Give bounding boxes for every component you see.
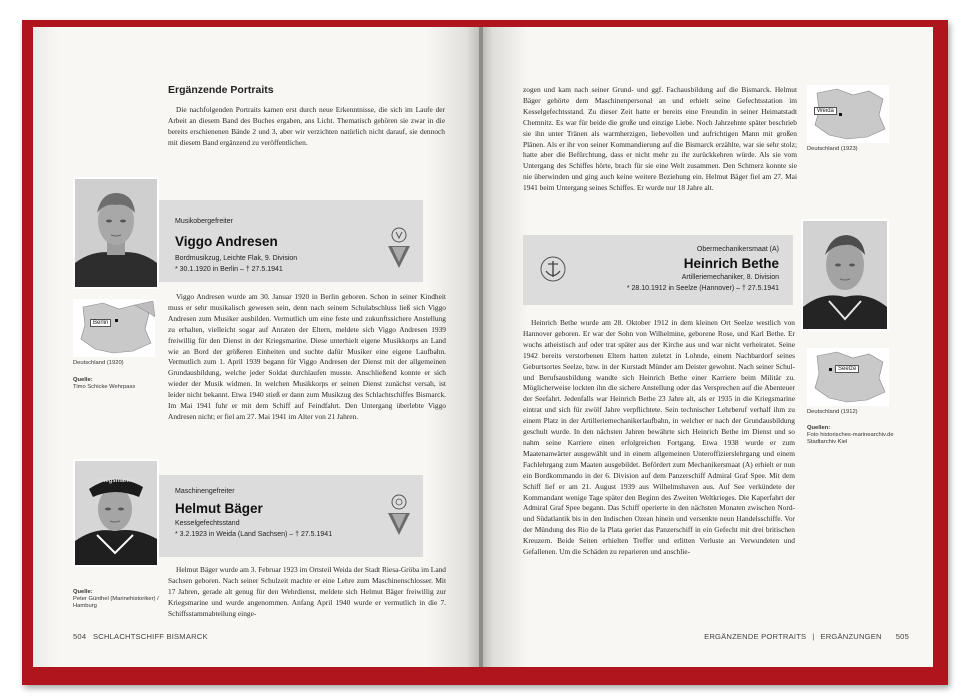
person-name: Viggo Andresen [175, 234, 278, 249]
map-caption: Deutschland (1912) [807, 409, 858, 415]
running-footer-right [704, 632, 909, 641]
unit-label: Bordmusikzug, Leichte Flak, 9. Division [175, 255, 298, 262]
rank-label: Maschinengefreiter [175, 488, 235, 495]
rank-insignia-icon [387, 493, 411, 537]
rank-label: Musikobergefreiter [175, 218, 233, 225]
rank-insignia-icon [387, 226, 411, 270]
map-seelze [807, 348, 889, 406]
portrait-band-andresen [158, 200, 423, 282]
source-text: Timo Schicke Wehrpass [73, 384, 136, 391]
cap-band-text: Kriegsmarine [97, 478, 136, 484]
footer-separator: | [812, 632, 815, 641]
map-weida [807, 85, 889, 143]
portrait-band-baeger [158, 475, 423, 557]
dates-label: * 30.1.1920 in Berlin – † 27.5.1941 [175, 266, 283, 273]
source-label: Quelle: [73, 589, 93, 595]
rank-label: Obermechanikersmaat (A) [696, 246, 779, 253]
person-name: Heinrich Bethe [683, 256, 779, 271]
unit-label: Kesselgefechtsstand [175, 520, 240, 527]
anchor-insignia-icon [539, 255, 567, 283]
running-subtitle-right: ERGÄNZUNGEN [820, 632, 882, 641]
source-note-baeger [73, 589, 163, 611]
portrait-photo-baeger [73, 459, 159, 567]
source-note-bethe [807, 425, 903, 447]
page-number-left: 504 [73, 632, 87, 641]
bio-andresen: Viggo Andresen wurde am 30. Januar 1920 in Berlin geboren. Schon in seiner Kindheit muss er sehr musikalisch gewesen sein, denn nach seinem Schulabschluss ließ sich Viggo Andresen zum Musiker ausbilden. Vermutlich um eine feste und zukunftssichere Anstellung zu erhalten, vielleicht sogar auf Anraten der Eltern, meldete sich Viggo Andresen 1939 freiwillig für den Dienst in der Kriegsmarine. Diese unterhielt eigene Musikkorps an Land wie an Bord der größeren Einheiten und suchte dafür Musiker eine eigene Laufbahn. Vermutlich zum 1. April 1939 begann für Viggo Andresen der Dienst mit der allgemeinen Grundausbildung, welche jeder Soldat durchlaufen musste. Anschließend konnte er sich wieder der Musik widmen. In welchen Musikkorps er seinen Dienst zunächst versah, ist leider nicht bekannt. Etwa 1940 stieß er dann zum Musikzug des Schlachtschiffes Bismarck. Im Mai 1941 fuhr er mit dem Schiff auf Feindfahrt. Den Untergang überlebte Viggo Andresen nicht; er fiel am 27. Mai 1941 im Alter von 21 Jahren. [168, 292, 446, 421]
map-city-label: Seelze [835, 365, 859, 373]
source-label: Quellen: [807, 425, 831, 431]
bio-baeger: Helmut Bäger wurde am 3. Februar 1923 im Ortsteil Weida der Stadt Riesa-Gröba im Land Sachsen geboren. Nach seiner Schulzeit machte er eine Lehre zum Maschinenschlosser. Mit 17 Jahren, gerade alt genug für den Wehrdienst, meldete sich Helmut Bäger freiwillig zur Kriegsmarine und wurde angenommen. Anfang April 1940 wurde er vermutlich in die 7. Schiffsstammabteilung einge- [168, 565, 446, 618]
bio-bethe: Heinrich Bethe wurde am 28. Oktober 1912 in dem kleinen Ort Seelze westlich von Hannover geboren. Er war der Sohn von Wilhelmine, geborene Rose, und Karl Bethe. Er wuchs atheistisch auf oder trat später aus der Kirche aus und war nicht verheiratet. Seine 1942 bereits verstorbenen Eltern hatten zuletzt in Lohnde, einem Nachbardorf seines Geburtsortes Seelze, bzw. in der Kurstadt Münder am Deister gewohnt. Nach seiner Schul- und Berufsausbildung wandte sich Heinrich Bethe einer Karriere beim Militär zu. Möglicherweise lockten ihn die sichere Anstellung oder das Versprechen auf die Abenteuer der Seefahrt. Jedenfalls war Heinrich Bethe 23 Jahre alt, als er 1935 in die Kriegsmarine eintrat und sich für zwölf Jahre verpflichtete. Sein technischer Lehrberuf verhalf ihm zu einem Platz in der Artilleriemechanikerlaufbahn, in welcher er nach der Grundausbildung geschult wurde. In den nächsten Jahren bewährte sich Heinrich Bethe im Dienst und so nahm seine Karriere einen erfolgreichen Fortgang. Etwa 1938 wurde er zum Maatenanwärter ausgewählt und in einem allgemeinen Unteroffizierslehrgang und einem Fachlehrgang zum Maaten ausgebildet. Befördert zum Mechanikersmaat (A) erhielt er nun ein Bordkommando in der 6. Division auf dem Panzerschiff Admiral Graf Spee. Mit dem Schiff lief er am 21. August 1939 aus Wilhelmshaven aus. Auf See verkündete der Kommandant wenige Tage später den Beginn des Zweiten Weltkrieges. Die Kaperfahrt der Admiral Graf Spee begann. Das Schiff operierte in den nächsten Monaten zwischen Nord- und Südatlantik bis in den Indischen Ozean hinein und versenkte neun Handelsschiffe. Vor der Mündung des Rio de la Plata geriet das Panzerschiff in ein Gefecht mit drei britischen Kreuzern. Beide Seiten erhielten Treffer und erlitten Verluste an Verwundeten und Gefallenen. Um die Schäden zu reparieren und anschlie- [523, 318, 795, 557]
person-name: Helmut Bäger [175, 501, 263, 516]
page-number-right: 505 [895, 632, 909, 641]
unit-label: Artilleriemechaniker, 8. Division [681, 274, 779, 281]
dates-label: * 3.2.1923 in Weida (Land Sachsen) – † 27.5.1941 [175, 531, 333, 538]
dates-label: * 28.10.1912 in Seelze (Hannover) – † 27.5.1941 [626, 285, 779, 292]
bio-baeger-continued: zogen und kam nach seiner Grund- und ggf. Fachausbildung auf die Bismarck. Helmut Bäger gehörte dem Maschinenpersonal an und erhielt seine Gefechtsstation im Kesselgefechtsstand. Zu dieser Zeit hatte er bereits eine Freundin in seiner Heimatstadt Chemnitz. Es war für beide die große und einzige Liebe. Noch Jahrzehnte später beschrieb sie ihn unter Tränen als warmherzigen, liebevollen und aufrichtigen Mann mit großen Plänen. Als er ihr von seiner Kommandierung auf die Bismarck erzählte, war sie sehr stolz; hatte aber die Befürchtung, dass er nicht mehr zu ihr zurückkehren würde. Als sie vom Untergang des Schiffes hörte, brach für sie eine Welt zusammen. Den Schmerz konnte sie nie überwinden und ging auch keine weitere Beziehung ein. Helmut Bäger fiel am 27. Mai 1941 beim Untergang seines Schiffes. Er wurde nur 18 Jahre alt. [523, 85, 797, 193]
source-text: Peter Günthel (Marinehistoriker) / Hamburg [73, 596, 159, 610]
section-heading: Ergänzende Portraits [168, 84, 274, 96]
portrait-photo-andresen [73, 177, 159, 289]
map-caption: Deutschland (1920) [73, 360, 124, 366]
running-title-left: SCHLACHTSCHIFF BISMARCK [93, 632, 208, 641]
running-title-right: ERGÄNZENDE PORTRAITS [704, 632, 807, 641]
source-text: Foto historisches-marinearchiv.de Stadtarchiv Kiel [807, 432, 894, 446]
map-city-label: Weida [814, 107, 837, 115]
left-page [33, 27, 480, 667]
portrait-photo-bethe [801, 219, 889, 331]
map-berlin [73, 299, 155, 357]
right-page [483, 27, 933, 667]
source-label: Quelle: [73, 377, 93, 383]
portrait-band-bethe [523, 235, 793, 305]
map-caption: Deutschland (1923) [807, 146, 858, 152]
map-city-label: Berlin [90, 319, 111, 327]
intro-text: Die nachfolgenden Portraits kamen erst durch neue Erkenntnisse, die sich im Laufe der Arbeit an diesem Band des Buches ergaben, ans Licht. Thematisch gehören sie zwar in die bereits erschienenen Bände 2 und 3, aber wir verzichten natürlich nicht darauf, sie dennoch mit diesem Band ergänzend zu veröffentlichen. [168, 105, 445, 147]
source-note-andresen [73, 377, 143, 391]
